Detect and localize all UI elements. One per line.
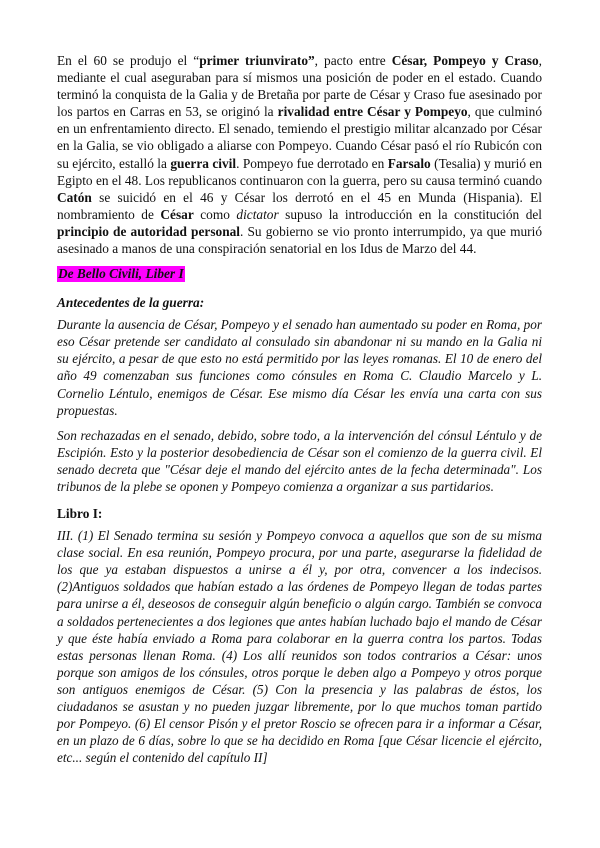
antecedentes-paragraph-2: Son rechazadas en el senado, debido, sobre todo, a la intervención del cónsul Léntulo y de Escipión. Esto y la posterior desobediencia de César son el comienzo de la guerra civil. El senado decreta que "César deje el mando del ejército antes de la fecha determinada". Los tribunos de la plebe se oponen y Pompeyo comienza a organizar a sus partidarios. (57, 427, 542, 494)
intro-text: supuso la introducción en la constitución del (278, 206, 543, 222)
bold-term: primer triunvirato” (199, 53, 315, 68)
intro-text: En el 60 se produjo el “ (57, 53, 200, 68)
antecedentes-heading: Antecedentes de la guerra: (57, 295, 205, 311)
bold-term: principio de autoridad personal (57, 223, 240, 239)
intro-text: se suicidó en el 46 y César los derrotó en el 45 en Munda (Hispania). El nombramiento de (57, 189, 542, 222)
intro-text: . Pompeyo fue derrotado en (236, 155, 388, 171)
bold-term: Farsalo (387, 155, 431, 171)
bold-term: César (160, 206, 194, 222)
libro-paragraph: III. (1) El Senado termina su sesión y Pompeyo convoca a aquellos que son de su misma clase social. En esa reunión, Pompeyo procura, por una parte, asegurarse la fidelidad de los que ya estaban dispuestos a unirse a él y, por otra, convencer a los indecisos. (2)Antiguos soldados que habían estado a las órdenes de Pompeyo llegan de todas partes para unirse a él, deseosos de conseguir algún beneficio o algún cargo. También se convoca a soldados pertenecientes a dos legiones que antes habían luchado bajo el mando de César y que éste había enviado a Roma para colaborar en la guerra contra los partos. Todas estas personas llenan Roma. (4) Los allí reunidos son todos contrarios a César: unos porque son amigos de los cónsules, otros porque le deben algo a Pompeyo y otros porque son antiguos enemigos de César. (5) Con la presencia y las palabras de éstos, los ciudadanos se asustan y no pueden juzgar libremente, por lo que muchos toman partido por Pompeyo. (6) El censor Pisón y el pretor Roscio se ofrecen para ir a informar a César, en un plazo de 6 días, sobre lo que se ha decidido en Roma [que César licencie el ejército, etc... según el contenido del capítulo II] (57, 528, 542, 766)
intro-text: . Su gobierno se vio pronto interrumpido, ya que murió asesinado a manos de una conspiración senatorial en los Idus de Marzo del 44. (57, 223, 542, 257)
intro-text: (Tesalia) y murió en Egipto en el 48. Los republicanos continuaron con la guerra, pero su causa terminó cuando (57, 155, 543, 188)
intro-text: como (193, 206, 237, 222)
italic-term: dictator (236, 206, 279, 222)
bold-term: Catón (57, 189, 92, 205)
intro-text: , pacto entre (314, 53, 392, 68)
bold-term: rivalidad entre César y Pompeyo (277, 104, 468, 120)
bold-term: César, Pompeyo y Craso (391, 53, 539, 68)
intro-text: , mediante el cual aseguraban para sí mismos una posición de poder en el estado. Cuando terminó la conquista de la Galia y de Bretaña por parte de César y Craso fue asesinado por los partos en Carras en 53, se originó la (57, 53, 542, 120)
antecedentes-paragraph-1: Durante la ausencia de César, Pompeyo y el senado han aumentado su poder en Roma, por eso César pretende ser candidato al consulado sin abandonar ni su mando en la Galia ni su ejército, a pesar de que esto no está permitido por las leyes romanas. El 10 de enero del año 49 comenzaban sus funciones como cónsules en Roma C. Claudio Marcelo y L. Cornelio Léntulo, enemigos de César. Ese mismo día César les envía una carta con sus propuestas. (57, 317, 542, 418)
intro-text: , que culminó en un enfrentamiento directo. El senado, temiendo el prestigio militar alcanzado por César en la Galia, se vio obligado a aliarse con Pompeyo. Cuando César pasó el río Rubicón con su ejército, estalló la (57, 104, 542, 171)
bold-term: guerra civil (170, 155, 237, 171)
libro-heading: Libro I: (57, 506, 103, 522)
intro-paragraph (57, 52, 542, 257)
section-title-highlighted: De Bello Civili, Liber I (58, 266, 184, 282)
